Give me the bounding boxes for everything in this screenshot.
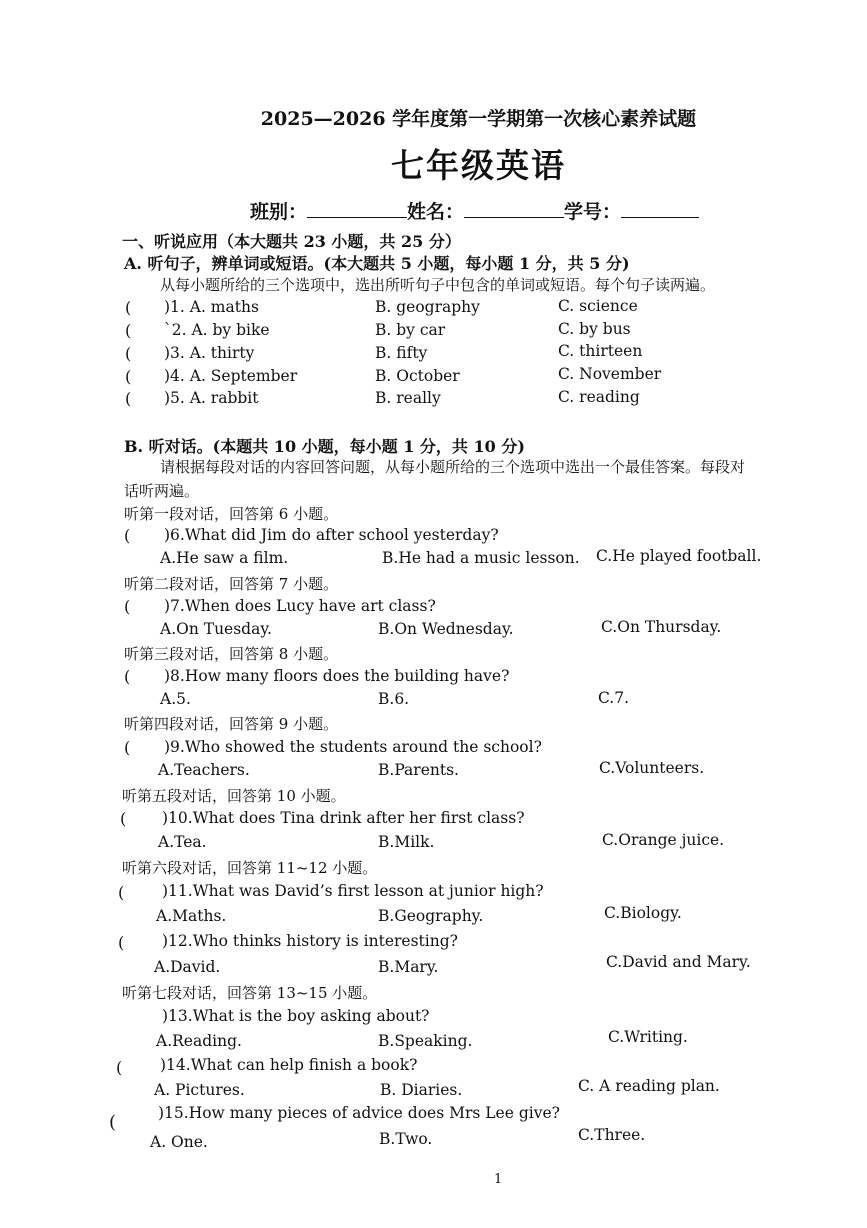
dialogue-intro: 听第一段对话，回答第 6 小题。 bbox=[124, 505, 339, 523]
answer-paren[interactable]: ( bbox=[124, 597, 131, 616]
name-label: 姓名： bbox=[407, 201, 465, 223]
question-stem: )12.Who thinks history is interesting? bbox=[162, 932, 458, 950]
option-c: C. A reading plan. bbox=[578, 1077, 720, 1095]
option-b: B.Two. bbox=[379, 1130, 433, 1148]
question-stem: `2. A. by bike bbox=[164, 321, 270, 339]
exam-title: 2025—2026 学年度第一学期第一次核心素养试题 bbox=[260, 108, 697, 130]
answer-paren[interactable]: ( bbox=[118, 883, 125, 902]
option-b: B. October bbox=[375, 367, 460, 385]
option-c: C.David and Mary. bbox=[606, 953, 751, 971]
option-c: C.Orange juice. bbox=[602, 831, 725, 849]
page-number: 1 bbox=[494, 1172, 503, 1187]
option-a: A. One. bbox=[150, 1133, 208, 1151]
option-a: A.Teachers. bbox=[158, 761, 250, 779]
question-stem: )5. A. rabbit bbox=[164, 389, 259, 407]
name-blank[interactable] bbox=[464, 199, 564, 218]
question-stem: )11.What was David’s first lesson at junior high? bbox=[162, 882, 544, 900]
id-blank[interactable] bbox=[621, 199, 699, 218]
option-b: B. Diaries. bbox=[380, 1081, 463, 1099]
question-stem: )9.Who showed the students around the school? bbox=[164, 738, 542, 756]
answer-paren[interactable]: ( bbox=[116, 1058, 123, 1077]
question-stem: )8.How many floors does the building have? bbox=[164, 667, 510, 685]
exam-subject: 七年级英语 bbox=[391, 146, 566, 185]
option-c: C. reading bbox=[558, 388, 640, 406]
option-b: B.Geography. bbox=[378, 907, 484, 925]
option-b: B.Parents. bbox=[378, 761, 459, 779]
option-b: B.On Wednesday. bbox=[378, 620, 514, 638]
answer-paren[interactable]: ( bbox=[125, 298, 132, 317]
question-stem: )4. A. September bbox=[164, 367, 298, 385]
option-a: A.Maths. bbox=[156, 907, 227, 925]
answer-paren[interactable]: ( bbox=[109, 1112, 117, 1133]
option-a: A.On Tuesday. bbox=[160, 620, 272, 638]
option-a: A. Pictures. bbox=[154, 1081, 245, 1099]
student-info bbox=[250, 197, 699, 224]
option-c: C.Biology. bbox=[604, 904, 682, 922]
option-a: A.He saw a film. bbox=[160, 549, 289, 567]
dialogue-intro: 听第六段对话，回答第 11~12 小题。 bbox=[122, 859, 378, 877]
partB-instruction-2: 话听两遍。 bbox=[124, 482, 200, 500]
answer-paren[interactable]: ( bbox=[118, 933, 125, 952]
option-b: B. fifty bbox=[375, 344, 428, 362]
question-stem: )13.What is the boy asking about? bbox=[162, 1007, 430, 1025]
option-c: C. November bbox=[558, 365, 662, 383]
option-c: C.He played football. bbox=[596, 547, 762, 565]
option-c: C. by bus bbox=[558, 320, 631, 338]
option-c: C. thirteen bbox=[558, 342, 643, 360]
question-stem: )6.What did Jim do after school yesterday? bbox=[164, 526, 499, 544]
option-b: B. by car bbox=[375, 321, 446, 339]
option-b: B.Mary. bbox=[378, 958, 439, 976]
dialogue-intro: 听第五段对话，回答第 10 小题。 bbox=[122, 787, 346, 805]
answer-paren[interactable]: ( bbox=[124, 738, 131, 757]
question-stem: )1. A. maths bbox=[164, 298, 259, 316]
option-b: B.He had a music lesson. bbox=[382, 549, 580, 567]
answer-paren[interactable]: ( bbox=[120, 809, 127, 828]
answer-paren[interactable]: ( bbox=[125, 389, 132, 408]
option-c: C.7. bbox=[598, 689, 630, 707]
dialogue-intro: 听第三段对话，回答第 8 小题。 bbox=[124, 645, 339, 663]
partA-instruction: 从每小题所给的三个选项中，选出所听句子中包含的单词或短语。每个句子读两遍。 bbox=[160, 276, 716, 294]
answer-paren[interactable]: ( bbox=[125, 321, 132, 340]
partA-heading: A. 听句子，辨单词或短语。(本大题共 5 小题，每小题 1 分，共 5 分) bbox=[124, 254, 630, 273]
option-b: B. really bbox=[375, 389, 441, 407]
option-c: C.On Thursday. bbox=[601, 618, 722, 636]
dialogue-intro: 听第七段对话，回答第 13~15 小题。 bbox=[122, 984, 378, 1002]
option-c: C.Volunteers. bbox=[599, 759, 705, 777]
option-c: C. science bbox=[558, 297, 638, 315]
question-stem: )14.What can help finish a book? bbox=[160, 1056, 418, 1074]
option-b: B.Speaking. bbox=[378, 1032, 473, 1050]
answer-paren[interactable]: ( bbox=[125, 344, 132, 363]
option-a: A.Reading. bbox=[156, 1032, 242, 1050]
option-b: B.6. bbox=[378, 690, 410, 708]
option-a: A.Tea. bbox=[158, 833, 207, 851]
class-label: 班别： bbox=[250, 201, 308, 223]
question-stem: )7.When does Lucy have art class? bbox=[164, 597, 436, 615]
option-c: C.Writing. bbox=[608, 1028, 688, 1046]
class-blank[interactable] bbox=[307, 199, 407, 218]
question-stem: )10.What does Tina drink after her first class? bbox=[162, 809, 525, 827]
partB-instruction-1: 请根据每段对话的内容回答问题，从每小题所给的三个选项中选出一个最佳答案。每段对 bbox=[160, 458, 746, 476]
id-label: 学号： bbox=[564, 201, 622, 223]
answer-paren[interactable]: ( bbox=[125, 367, 132, 386]
option-b: B.Milk. bbox=[378, 833, 435, 851]
option-a: A.David. bbox=[154, 958, 221, 976]
option-c: C.Three. bbox=[578, 1126, 646, 1144]
section1-heading: 一、听说应用（本大题共 23 小题，共 25 分） bbox=[122, 232, 461, 251]
dialogue-intro: 听第四段对话，回答第 9 小题。 bbox=[124, 715, 339, 733]
option-a: A.5. bbox=[160, 690, 191, 708]
question-stem: )3. A. thirty bbox=[164, 344, 255, 362]
option-b: B. geography bbox=[375, 298, 480, 316]
question-stem: )15.How many pieces of advice does Mrs Lee give? bbox=[158, 1104, 560, 1122]
dialogue-intro: 听第二段对话，回答第 7 小题。 bbox=[124, 575, 339, 593]
answer-paren[interactable]: ( bbox=[124, 526, 131, 545]
partB-heading: B. 听对话。(本题共 10 小题，每小题 1 分，共 10 分) bbox=[124, 437, 525, 456]
answer-paren[interactable]: ( bbox=[124, 667, 131, 686]
